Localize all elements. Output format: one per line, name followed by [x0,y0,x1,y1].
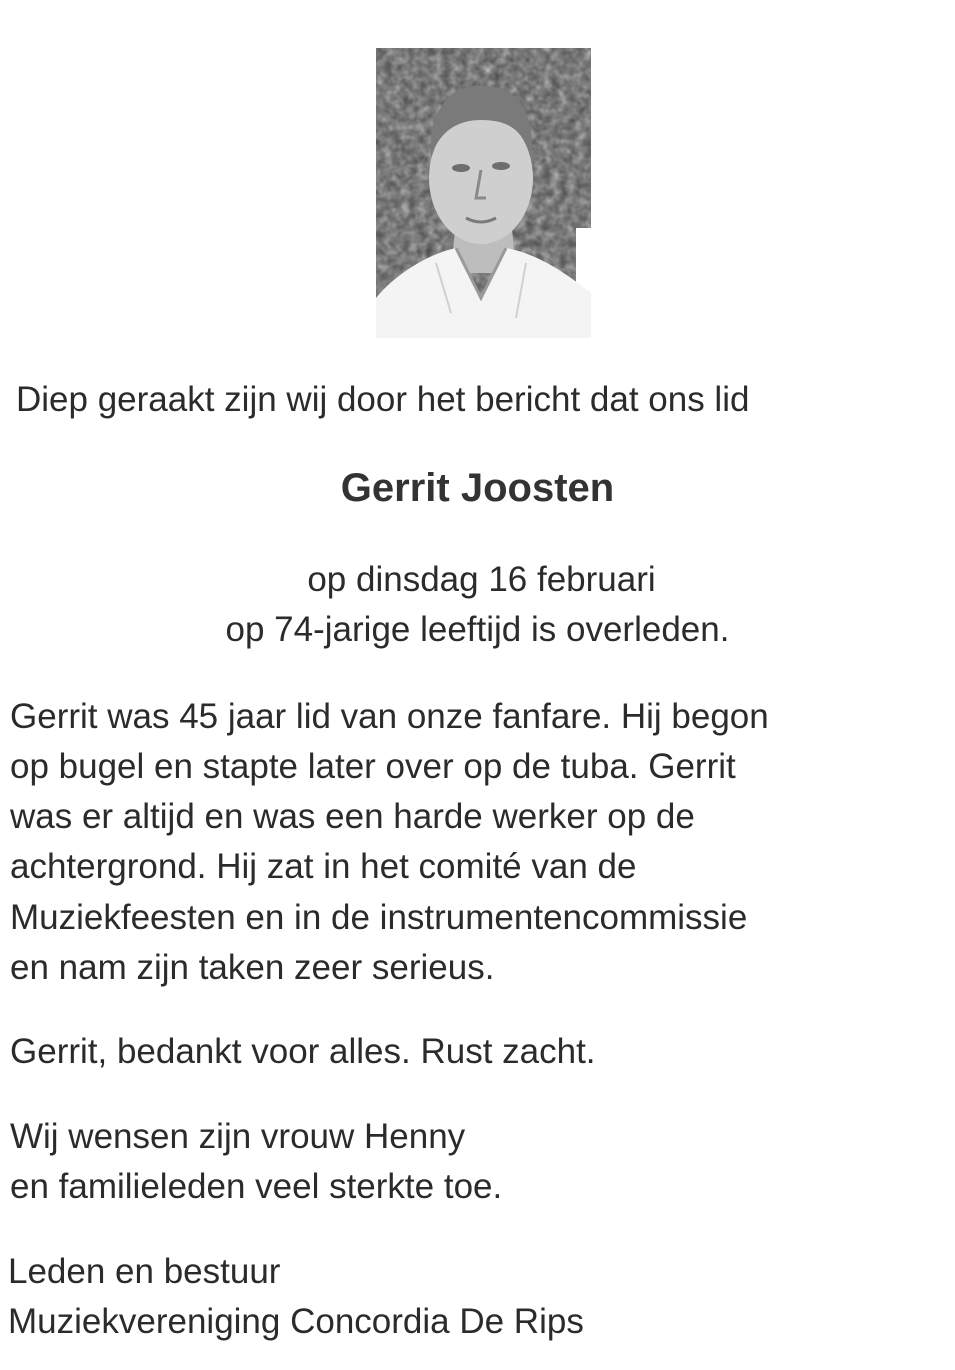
tribute-line: en nam zijn taken zeer serieus. [10,948,495,987]
signature-line: Leden en bestuur [8,1252,281,1291]
tribute-line: op bugel en stapte later over op de tuba. Gerrit [10,747,736,786]
signature-organization: Muziekvereniging Concordia De Rips [8,1302,584,1341]
deceased-name: Gerrit Joosten [340,466,615,510]
tribute-line: achtergrond. Hij zat in het comité van de [10,847,637,886]
portrait-photo [376,48,591,338]
intro-text: Diep geraakt zijn wij door het bericht dat ons lid [16,380,750,419]
wishes-line: en familieleden veel sterkte toe. [10,1167,503,1206]
thanks-text: Gerrit, bedankt voor alles. Rust zacht. [10,1032,596,1071]
age-at-death: op 74-jarige leeftijd is overleden. [225,610,730,649]
portrait-photo-icon [376,48,591,338]
tribute-line: Gerrit was 45 jaar lid van onze fanfare. Hij begon [10,697,769,736]
date-of-death: op dinsdag 16 februari [307,560,656,599]
tribute-line: Muziekfeesten en in de instrumentencommissie [10,898,748,937]
tribute-line: was er altijd en was een harde werker op de [10,797,695,836]
wishes-line: Wij wensen zijn vrouw Henny [10,1117,466,1156]
